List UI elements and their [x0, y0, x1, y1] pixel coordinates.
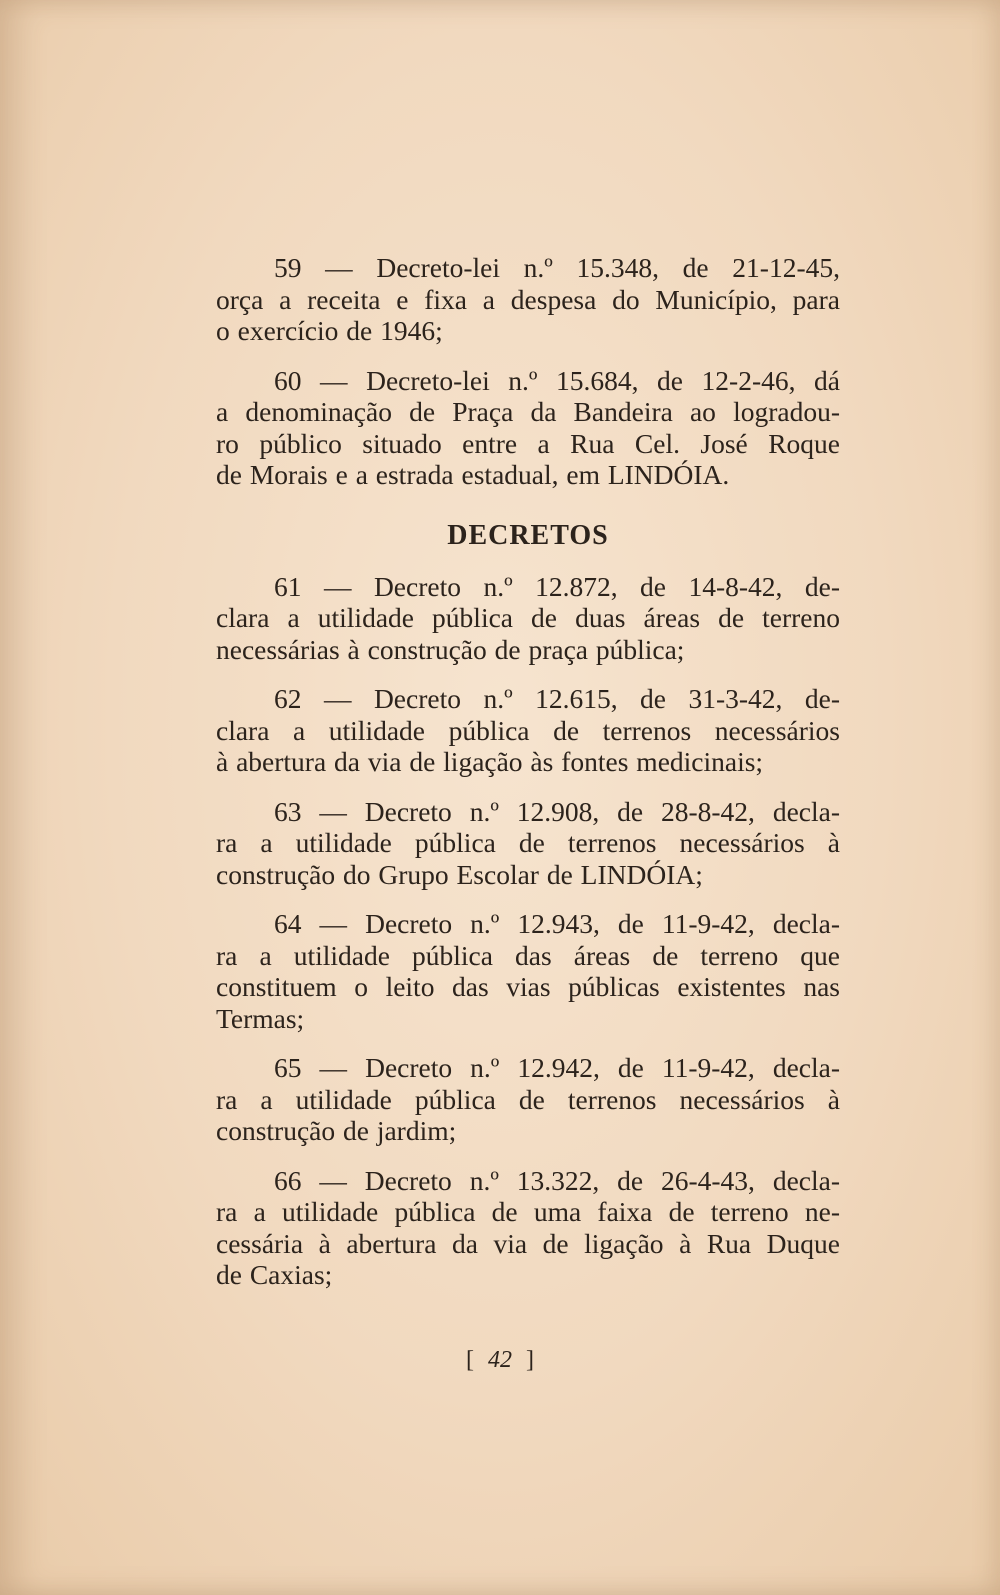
entry-line: ra a utilidade pública das áreas de terreno que: [216, 939, 840, 971]
entry-line: ra a utilidade pública de uma faixa de terreno ne-: [216, 1196, 840, 1227]
decree-law-list: [216, 252, 840, 491]
document-body: [216, 252, 840, 1291]
page-number: [0, 1345, 1000, 1375]
entry-line: necessárias à construção de praça pública;: [216, 633, 685, 665]
entry-line: orça a receita e fixa a despesa do Município, para: [216, 283, 840, 315]
entry-line: ro público situado entre a Rua Cel. José Roque: [216, 427, 840, 459]
decree-entry: [216, 252, 840, 347]
decree-entry: [216, 365, 840, 491]
page-number-open-bracket: [: [466, 1347, 474, 1373]
entry-line: ra a utilidade pública de terrenos necessários à: [216, 827, 840, 858]
entry-line: 59 — Decreto-lei n.º 15.348, de 21-12-45,: [274, 252, 840, 283]
decree-entry: [216, 796, 840, 891]
entry-line: a denominação de Praça da Bandeira ao logradou-: [216, 396, 840, 427]
entry-line: 64 — Decreto n.º 12.943, de 11-9-42, decla-: [274, 908, 840, 939]
decree-entry: [216, 1165, 840, 1291]
entry-line: construção de jardim;: [216, 1115, 457, 1146]
page-number-value: 42: [488, 1347, 512, 1373]
entry-line: clara a utilidade pública de duas áreas de terreno: [216, 602, 840, 633]
entry-line: à abertura da via de ligação às fontes medicinais;: [216, 746, 764, 777]
entry-line: clara a utilidade pública de terrenos necessários: [216, 714, 840, 746]
entry-line: ra a utilidade pública de terrenos necessários à: [216, 1083, 840, 1115]
entry-line: constituem o leito das vias públicas existentes nas: [216, 971, 840, 1002]
decree-entry: [216, 571, 840, 666]
entry-line: 66 — Decreto n.º 13.322, de 26-4-43, decla-: [274, 1164, 840, 1196]
decree-entry: [216, 908, 840, 1034]
entry-line: Termas;: [216, 1002, 305, 1034]
entry-line: 62 — Decreto n.º 12.615, de 31-3-42, de-: [274, 683, 840, 714]
entry-line: cessária à abertura da via de ligação à Rua Duque: [216, 1227, 840, 1259]
entry-line: 60 — Decreto-lei n.º 15.684, de 12-2-46, dá: [274, 364, 840, 396]
entry-line: de Caxias;: [216, 1259, 333, 1290]
decree-list: [216, 571, 840, 1291]
page-number-close-bracket: ]: [526, 1347, 534, 1373]
decree-entry: [216, 683, 840, 778]
section-title: DECRETOS: [447, 519, 609, 551]
entry-line: 61 — Decreto n.º 12.872, de 14-8-42, de-: [274, 570, 840, 602]
decree-entry: [216, 1052, 840, 1147]
entry-line: construção do Grupo Escolar de LINDÓIA;: [216, 858, 703, 890]
entry-line: de Morais e a estrada estadual, em LINDÓIA.: [216, 459, 730, 490]
entry-line: 63 — Decreto n.º 12.908, de 28-8-42, decla-: [274, 795, 840, 827]
entry-line: 65 — Decreto n.º 12.942, de 11-9-42, decla-: [274, 1052, 840, 1083]
entry-line: o exercício de 1946;: [216, 315, 443, 346]
